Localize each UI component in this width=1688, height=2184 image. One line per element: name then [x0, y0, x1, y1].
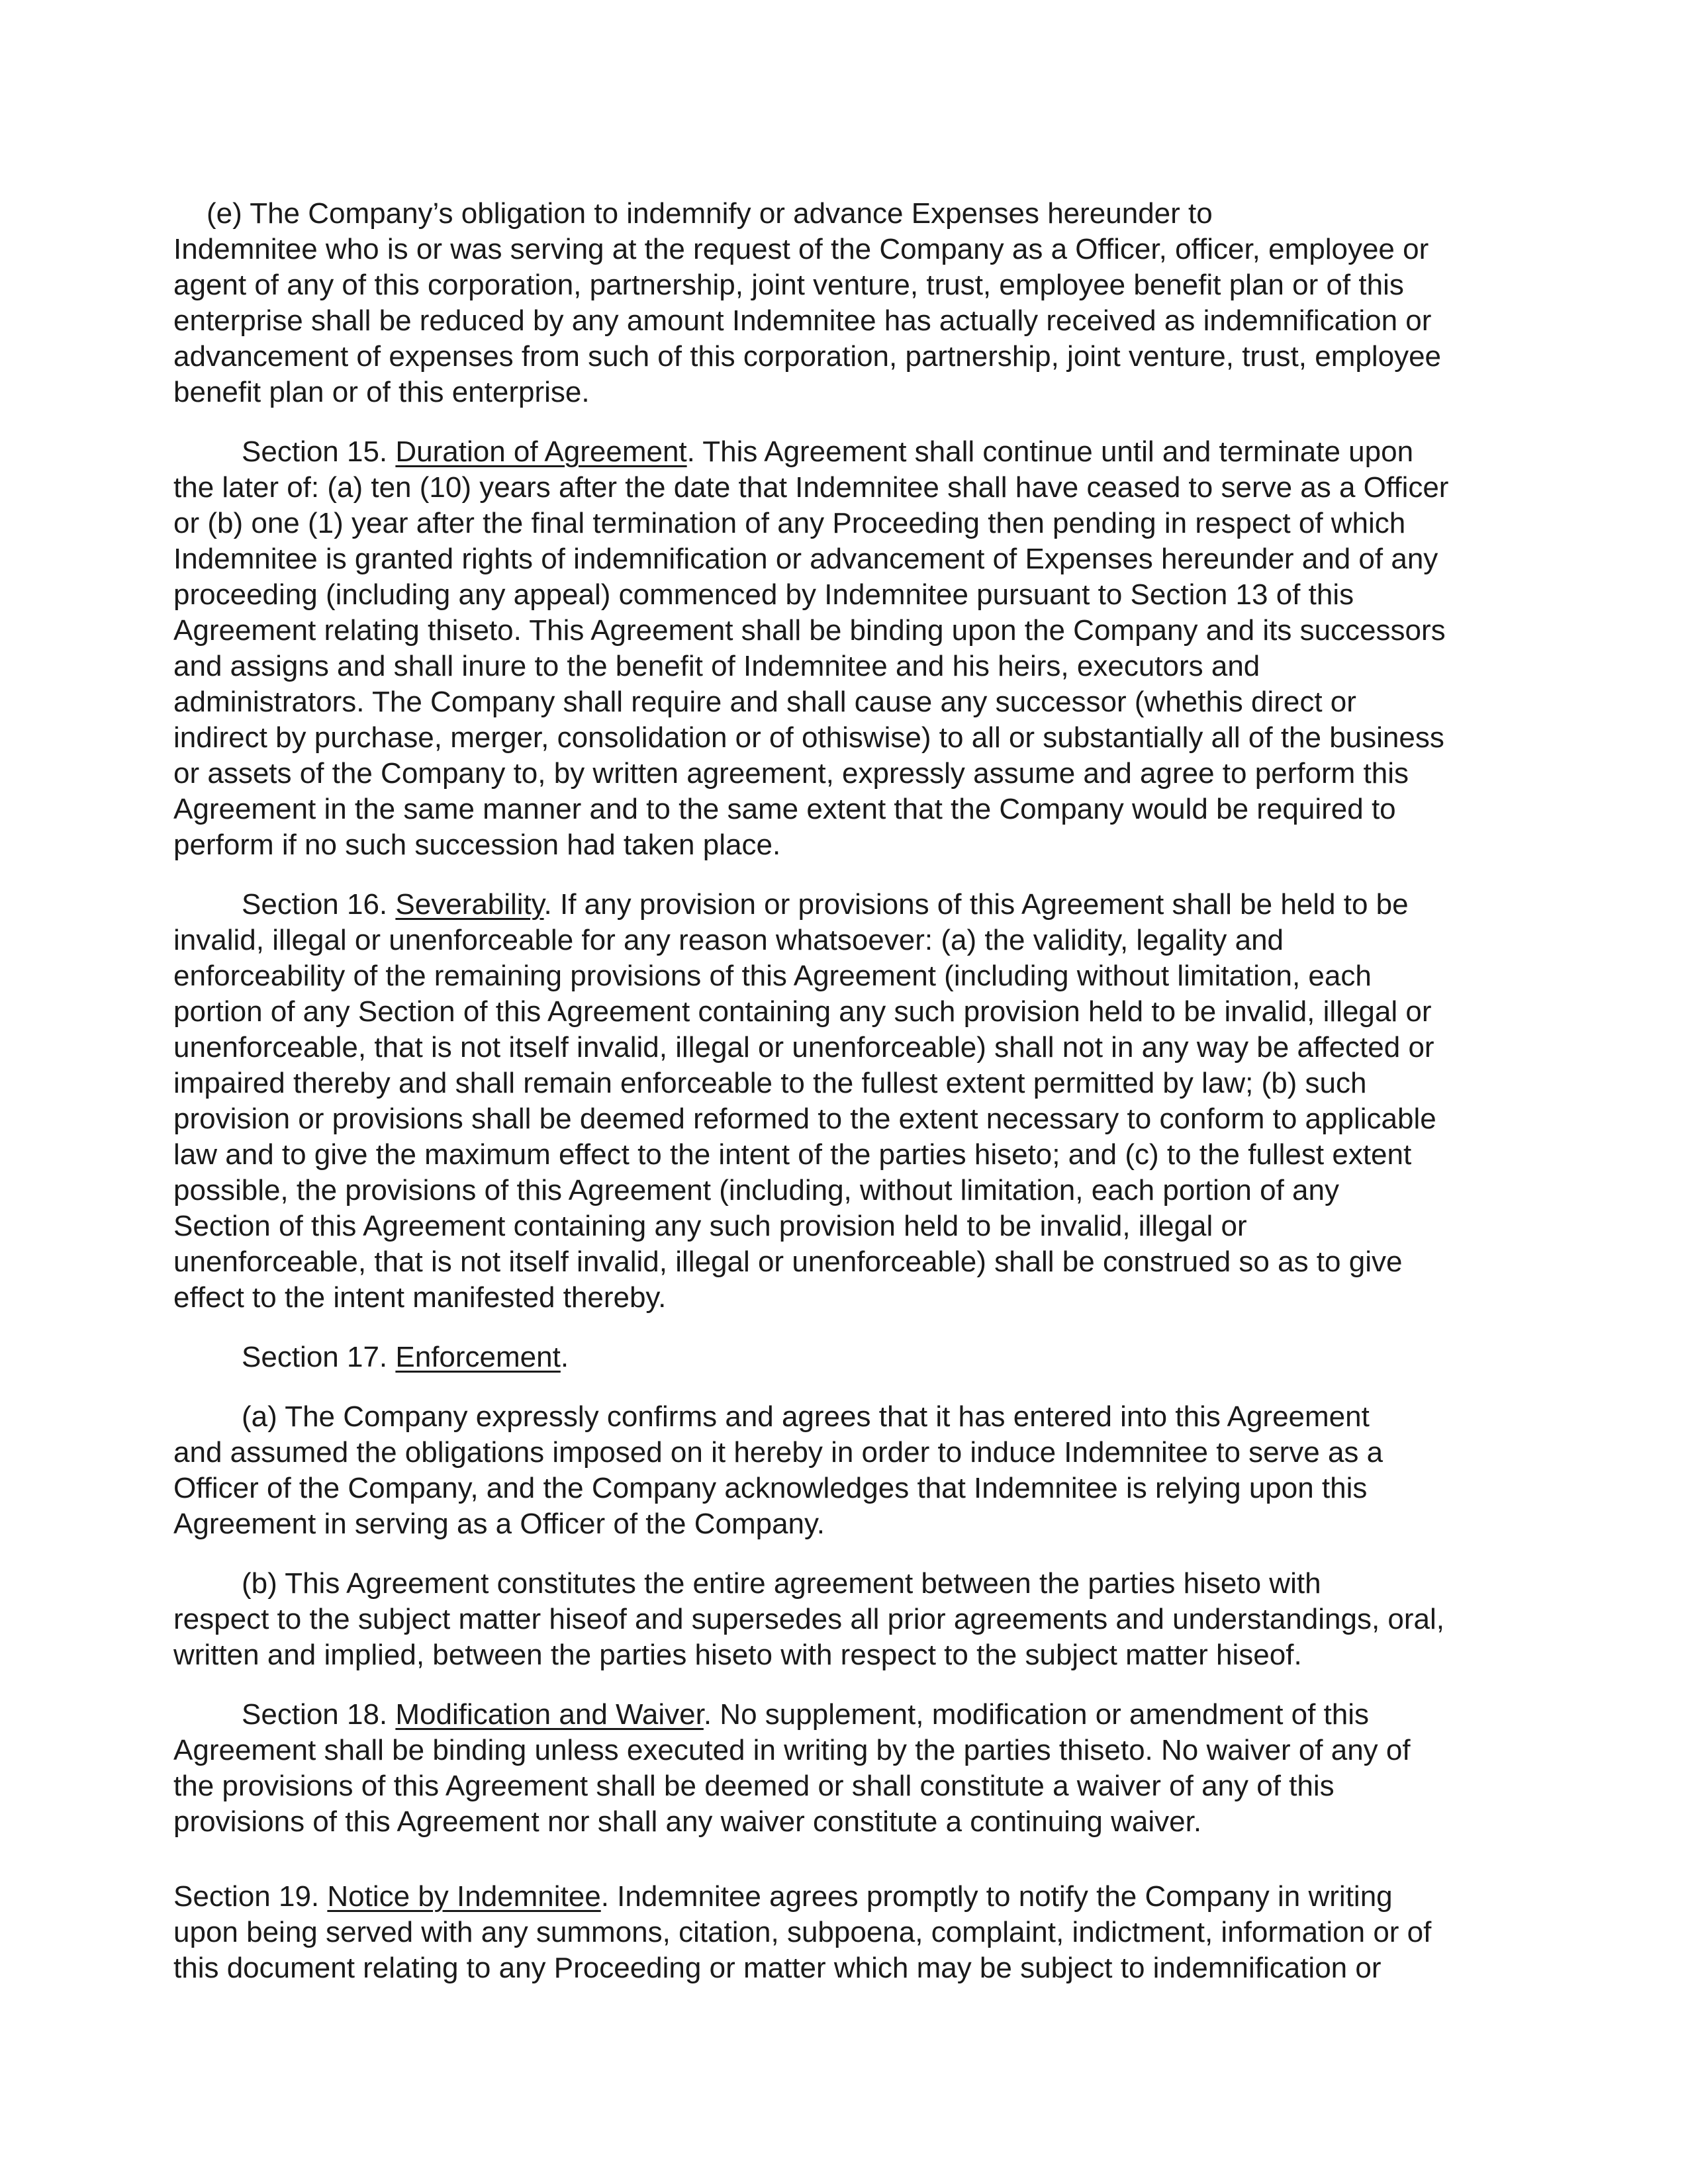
- section-lead-text: . No supplement, modification or amendment of this: [703, 1698, 1370, 1731]
- document-page: [173, 196, 1524, 1986]
- text-line: unenforceable, that is not itself invalid, illegal or unenforceable) shall not in any way be affected or: [173, 1031, 1434, 1064]
- text-line: law and to give the maximum effect to the intent of the parties hiseto; and (c) to the fullest extent: [173, 1138, 1412, 1171]
- section-lead-text: . This Agreement shall continue until and terminate upon: [686, 435, 1414, 468]
- section-heading-line: [173, 887, 1524, 923]
- text-line: proceeding (including any appeal) commenced by Indemnitee pursuant to Section 13 of this: [173, 578, 1354, 611]
- section-title: Severability: [395, 888, 544, 921]
- text-line: (a) The Company expressly confirms and agrees that it has entered into this Agreement: [242, 1400, 1370, 1433]
- section-paragraph: [173, 1340, 1524, 1375]
- section-title: Modification and Waiver: [395, 1698, 704, 1731]
- text-line: Agreement in serving as a Officer of the Company.: [173, 1508, 825, 1540]
- text-line: Indemnitee who is or was serving at the request of the Company as a Officer, officer, employee or: [173, 233, 1429, 265]
- section-heading-line: [173, 1340, 1524, 1375]
- text-line: written and implied, between the parties hiseto with respect to the subject matter hiseof.: [173, 1639, 1302, 1671]
- section-paragraph: [173, 887, 1524, 1316]
- section-number: Section 17.: [242, 1341, 396, 1373]
- text-line: this document relating to any Proceeding or matter which may be subject to indemnification or: [173, 1952, 1382, 1984]
- section-number: Section 19.: [173, 1880, 328, 1913]
- text-line: indirect by purchase, merger, consolidation or of othiswise) to all or substantially all of the business: [173, 721, 1444, 754]
- section-paragraph: [173, 434, 1524, 863]
- text-line: and assumed the obligations imposed on it hereby in order to induce Indemnitee to serve as a: [173, 1436, 1383, 1469]
- text-line: administrators. The Company shall require and shall cause any successor (whethis direct or: [173, 686, 1356, 718]
- section-title: Enforcement: [395, 1341, 561, 1373]
- text-line: respect to the subject matter hiseof and supersedes all prior agreements and understandings, oral,: [173, 1603, 1444, 1635]
- text-line: Officer of the Company, and the Company acknowledges that Indemnitee is relying upon this: [173, 1472, 1368, 1504]
- text-line: Agreement in the same manner and to the same extent that the Company would be required to: [173, 793, 1396, 825]
- text-line: invalid, illegal or unenforceable for any reason whatsoever: (a) the validity, legality and: [173, 924, 1284, 956]
- section-lead-text: .: [560, 1341, 569, 1373]
- section-title: Notice by Indemnitee: [327, 1880, 601, 1913]
- text-line: the provisions of this Agreement shall be deemed or shall constitute a waiver of any of this: [173, 1770, 1335, 1802]
- text-line: portion of any Section of this Agreement containing any such provision held to be invalid, illegal or: [173, 995, 1432, 1028]
- section-heading-line: [173, 1697, 1524, 1733]
- text-line: Indemnitee is granted rights of indemnification or advancement of Expenses hereunder and of any: [173, 543, 1438, 575]
- text-line: or assets of the Company to, by written agreement, expressly assume and agree to perform this: [173, 757, 1409, 790]
- text-line: unenforceable, that is not itself invalid, illegal or unenforceable) shall be construed so as to give: [173, 1246, 1403, 1278]
- text-line: upon being served with any summons, citation, subpoena, complaint, indictment, information or of: [173, 1916, 1432, 1948]
- section-number: Section 15.: [242, 435, 396, 468]
- text-line: Agreement shall be binding unless executed in writing by the parties thiseto. No waiver of any of: [173, 1734, 1411, 1766]
- paragraph: [173, 196, 1524, 410]
- text-line: the later of: (a) ten (10) years after the date that Indemnitee shall have ceased to serve as a Officer: [173, 471, 1449, 504]
- section-number: Section 16.: [242, 888, 396, 921]
- text-line: Section of this Agreement containing any such provision held to be invalid, illegal or: [173, 1210, 1247, 1242]
- text-line: (b) This Agreement constitutes the entire agreement between the parties hiseto with: [242, 1567, 1321, 1600]
- text-line: effect to the intent manifested thereby.: [173, 1281, 667, 1314]
- section-heading-line: [173, 434, 1524, 470]
- text-line: benefit plan or of this enterprise.: [173, 376, 590, 408]
- text-line: enforceability of the remaining provisions of this Agreement (including without limitation, each: [173, 960, 1372, 992]
- section-lead-text: . Indemnitee agrees promptly to notify the Company in writing: [600, 1880, 1393, 1913]
- paragraph: [173, 1399, 1524, 1542]
- text-line: enterprise shall be reduced by any amount Indemnitee has actually received as indemnification or: [173, 304, 1432, 337]
- text-line: provision or provisions shall be deemed reformed to the extent necessary to conform to applicable: [173, 1103, 1436, 1135]
- section-paragraph: [173, 1879, 1524, 1986]
- section-lead-text: . If any provision or provisions of this Agreement shall be held to be: [543, 888, 1409, 921]
- text-line: impaired thereby and shall remain enforceable to the fullest extent permitted by law; (b) such: [173, 1067, 1367, 1099]
- text-line: and assigns and shall inure to the benefit of Indemnitee and his heirs, executors and: [173, 650, 1260, 682]
- text-line: or (b) one (1) year after the final termination of any Proceeding then pending in respect of which: [173, 507, 1406, 539]
- text-line: provisions of this Agreement nor shall any waiver constitute a continuing waiver.: [173, 1805, 1202, 1838]
- section-number: Section 18.: [242, 1698, 396, 1731]
- text-line: advancement of expenses from such of this corporation, partnership, joint venture, trust, employee: [173, 340, 1442, 373]
- text-line: agent of any of this corporation, partnership, joint venture, trust, employee benefit plan or of this: [173, 269, 1404, 301]
- section-heading-line: [173, 1879, 1524, 1915]
- text-line: possible, the provisions of this Agreement (including, without limitation, each portion of any: [173, 1174, 1339, 1206]
- text-line: Agreement relating thiseto. This Agreement shall be binding upon the Company and its successors: [173, 614, 1446, 647]
- section-title: Duration of Agreement: [395, 435, 687, 468]
- paragraph: [173, 1566, 1524, 1673]
- text-line: perform if no such succession had taken place.: [173, 829, 781, 861]
- section-paragraph: [173, 1697, 1524, 1840]
- text-line: (e) The Company’s obligation to indemnify or advance Expenses hereunder to: [207, 197, 1213, 230]
